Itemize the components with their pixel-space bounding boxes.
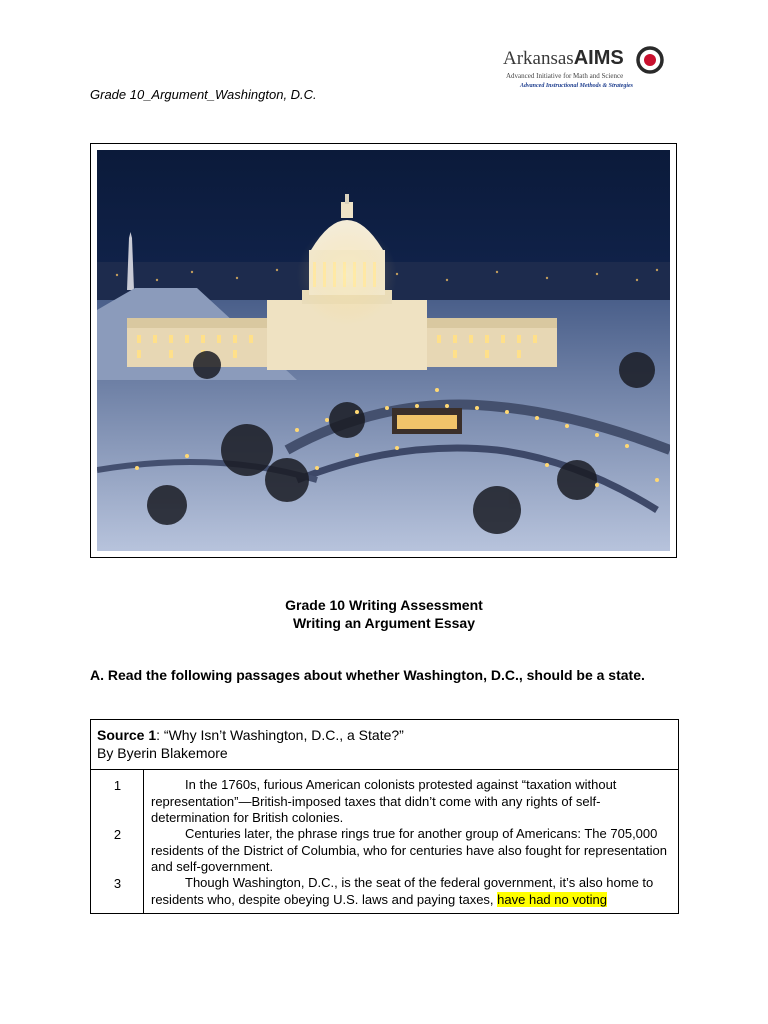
photo-frame [90,143,677,558]
section-instruction: A. Read the following passages about whether Washington, D.C., should be a state. [90,667,645,683]
logo-subtagline: Advanced Instructional Methods & Strategies [520,83,634,89]
source-header [91,720,678,770]
capitol-photo [97,150,670,551]
paragraph-text: Centuries later, the phrase rings true for another group of Americans: The 705,000 residents of the District of Columbia, who for centuries have also fought for representation and self-government. [151,826,667,874]
highlighted-text: have had no voting [497,891,608,907]
paragraph-2 [151,826,671,876]
target-icon [636,46,664,74]
assessment-title: Grade 10 Writing Assessment [285,597,483,613]
paragraph-number: 2 [113,827,122,842]
paragraph-3 [151,875,671,908]
paragraph-number: 1 [113,778,122,793]
logo-tagline: Advanced Initiative for Math and Science [506,72,624,80]
paragraph-number: 3 [113,876,122,891]
source-label: Source 1 [97,727,157,743]
paragraph-text [151,875,671,908]
assessment-subtitle: Writing an Argument Essay [292,615,476,631]
paragraph-number-column [91,770,144,913]
source-table [90,719,679,914]
document-title: Grade 10_Argument_Washington, D.C. [90,87,317,102]
paragraph-text-plain: Though Washington, D.C., is the seat of the federal government, it’s also home to residents who, despite obeying U.S. laws and paying taxes, [151,875,654,907]
source-title-line [97,727,404,743]
paragraph-text: In the 1760s, furious American colonists protested against “taxation without representation”—British-imposed taxes that didn’t come with any rights of self-determination for British colonies. [151,777,617,825]
logo-wordmark [503,48,624,68]
paragraph-1 [151,777,671,827]
source-title: : “Why Isn’t Washington, D.C., a State?” [156,727,404,743]
source-byline: By Byerin Blakemore [97,745,228,761]
logo-word: Arkansas [503,48,574,69]
arkansas-aims-logo [500,44,668,96]
logo-brand: AIMS [573,47,624,69]
